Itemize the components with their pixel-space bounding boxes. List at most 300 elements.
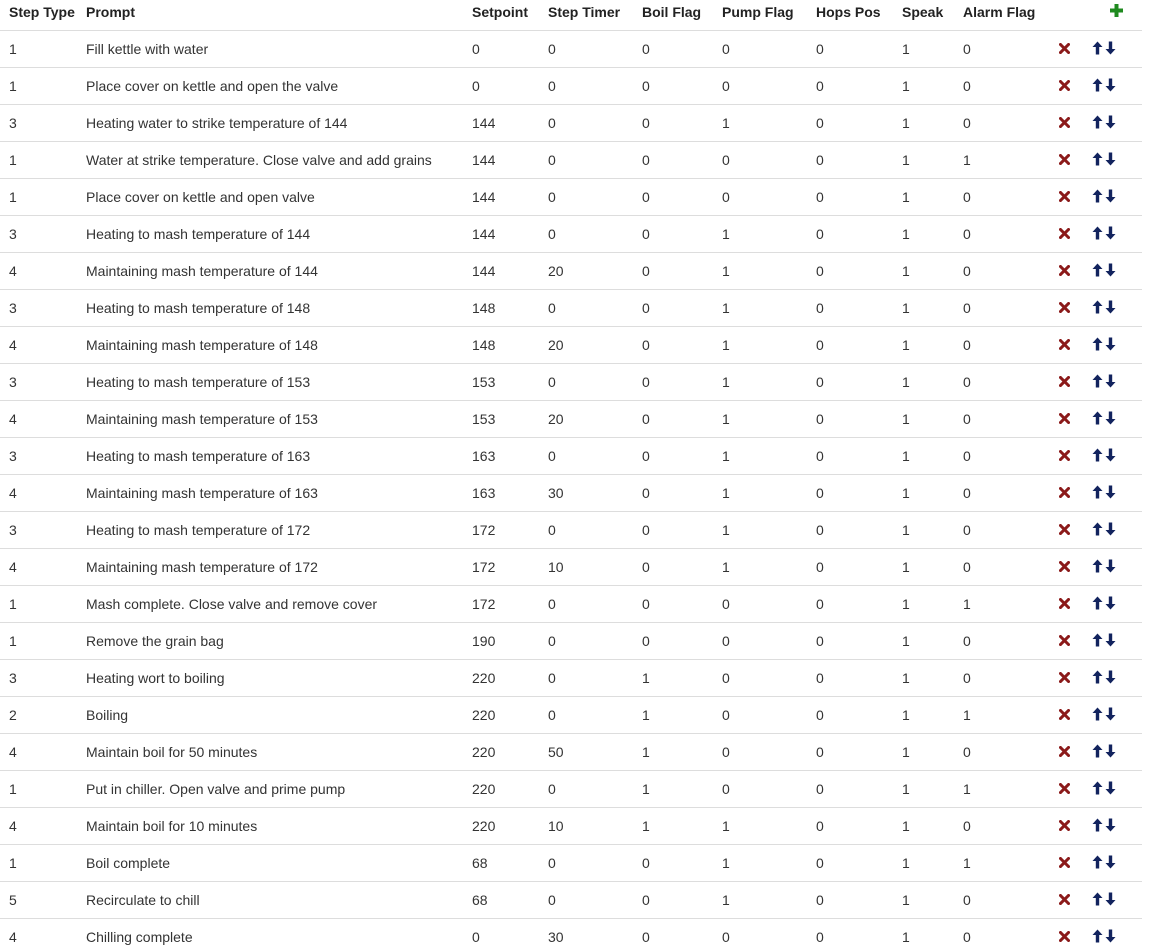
speak-cell: 1 [902,104,963,141]
table-row [0,178,1142,215]
move-cell [1089,807,1142,844]
speak-cell: 1 [902,770,963,807]
table-row [0,289,1142,326]
pump-flag-cell: 1 [722,400,816,437]
step-type-cell: 1 [0,30,86,67]
up-down-arrows-icon[interactable] [1092,337,1116,351]
table-row [0,770,1142,807]
step-type-cell: 4 [0,918,86,948]
step-timer-cell: 30 [548,474,642,511]
step-type-cell: 1 [0,844,86,881]
boil-flag-cell: 0 [642,252,722,289]
boil-flag-cell: 0 [642,511,722,548]
table-row [0,474,1142,511]
step-timer-cell: 0 [548,104,642,141]
speak-cell: 1 [902,252,963,289]
setpoint-cell: 144 [472,104,548,141]
alarm-flag-cell: 0 [963,807,1057,844]
move-cell [1089,733,1142,770]
up-down-arrows-icon[interactable] [1092,596,1116,610]
hops-pos-cell: 0 [816,918,902,948]
boil-flag-cell: 0 [642,289,722,326]
table-row [0,511,1142,548]
hops-pos-cell: 0 [816,215,902,252]
pump-flag-cell: 0 [722,67,816,104]
move-cell [1089,511,1142,548]
header-boil-flag: Boil Flag [642,0,722,30]
step-type-cell: 4 [0,326,86,363]
remove-cell [1057,585,1089,622]
prompt-cell: Heating water to strike temperature of 144 [86,104,472,141]
move-cell [1089,141,1142,178]
pump-flag-cell: 1 [722,326,816,363]
header-step-type: Step Type [0,0,86,30]
remove-icon[interactable] [1059,265,1070,276]
prompt-cell: Heating to mash temperature of 148 [86,289,472,326]
speak-cell: 1 [902,30,963,67]
speak-cell: 1 [902,881,963,918]
hops-pos-cell: 0 [816,363,902,400]
setpoint-cell: 153 [472,400,548,437]
up-down-arrows-icon[interactable] [1092,559,1116,573]
setpoint-cell: 144 [472,252,548,289]
hops-pos-cell: 0 [816,252,902,289]
remove-cell [1057,918,1089,948]
remove-icon[interactable] [1059,746,1070,757]
alarm-flag-cell: 0 [963,289,1057,326]
hops-pos-cell: 0 [816,104,902,141]
boil-flag-cell: 0 [642,141,722,178]
step-timer-cell: 0 [548,844,642,881]
move-cell [1089,104,1142,141]
up-down-arrows-icon[interactable] [1092,448,1116,462]
table-row [0,363,1142,400]
remove-icon[interactable] [1059,228,1070,239]
remove-icon[interactable] [1059,450,1070,461]
speak-cell: 1 [902,844,963,881]
remove-cell [1057,215,1089,252]
hops-pos-cell: 0 [816,474,902,511]
pump-flag-cell: 1 [722,289,816,326]
remove-cell [1057,104,1089,141]
pump-flag-cell: 1 [722,474,816,511]
alarm-flag-cell: 0 [963,215,1057,252]
table-row [0,844,1142,881]
pump-flag-cell: 1 [722,844,816,881]
alarm-flag-cell: 0 [963,252,1057,289]
setpoint-cell: 220 [472,807,548,844]
boil-flag-cell: 1 [642,807,722,844]
remove-icon[interactable] [1059,561,1070,572]
pump-flag-cell: 1 [722,511,816,548]
remove-icon[interactable] [1059,413,1070,424]
step-timer-cell: 20 [548,326,642,363]
remove-icon[interactable] [1059,524,1070,535]
remove-cell [1057,67,1089,104]
speak-cell: 1 [902,918,963,948]
setpoint-cell: 220 [472,696,548,733]
remove-icon[interactable] [1059,376,1070,387]
remove-icon[interactable] [1059,635,1070,646]
step-type-cell: 2 [0,696,86,733]
remove-cell [1057,289,1089,326]
prompt-cell: Mash complete. Close valve and remove cover [86,585,472,622]
pump-flag-cell: 1 [722,548,816,585]
remove-cell [1057,252,1089,289]
setpoint-cell: 163 [472,437,548,474]
step-type-cell: 4 [0,733,86,770]
step-type-cell: 1 [0,622,86,659]
header-setpoint: Setpoint [472,0,548,30]
prompt-cell: Heating to mash temperature of 172 [86,511,472,548]
boil-flag-cell: 0 [642,585,722,622]
up-down-arrows-icon[interactable] [1092,781,1116,795]
header-actions [1089,0,1142,30]
setpoint-cell: 144 [472,215,548,252]
step-type-cell: 3 [0,437,86,474]
prompt-cell: Boiling [86,696,472,733]
remove-icon[interactable] [1059,894,1070,905]
speak-cell: 1 [902,363,963,400]
remove-cell [1057,326,1089,363]
table-row [0,696,1142,733]
table-body [0,30,1142,948]
hops-pos-cell: 0 [816,733,902,770]
alarm-flag-cell: 0 [963,437,1057,474]
pump-flag-cell: 0 [722,141,816,178]
up-down-arrows-icon[interactable] [1092,855,1116,869]
pump-flag-cell: 1 [722,215,816,252]
step-timer-cell: 0 [548,585,642,622]
pump-flag-cell: 1 [722,104,816,141]
move-cell [1089,881,1142,918]
header-speak: Speak [902,0,963,30]
move-cell [1089,215,1142,252]
remove-cell [1057,437,1089,474]
up-down-arrows-icon[interactable] [1092,818,1116,832]
hops-pos-cell: 0 [816,548,902,585]
setpoint-cell: 0 [472,918,548,948]
prompt-cell: Heating to mash temperature of 163 [86,437,472,474]
prompt-cell: Maintaining mash temperature of 144 [86,252,472,289]
step-timer-cell: 0 [548,622,642,659]
remove-icon[interactable] [1059,154,1070,165]
step-timer-cell: 0 [548,770,642,807]
setpoint-cell: 0 [472,30,548,67]
pump-flag-cell: 0 [722,585,816,622]
hops-pos-cell: 0 [816,511,902,548]
speak-cell: 1 [902,215,963,252]
header-alarm-flag: Alarm Flag [963,0,1057,30]
alarm-flag-cell: 0 [963,622,1057,659]
setpoint-cell: 0 [472,67,548,104]
alarm-flag-cell: 1 [963,844,1057,881]
up-down-arrows-icon[interactable] [1092,485,1116,499]
remove-cell [1057,807,1089,844]
up-down-arrows-icon[interactable] [1092,300,1116,314]
up-down-arrows-icon[interactable] [1092,115,1116,129]
pump-flag-cell: 1 [722,252,816,289]
table-row [0,733,1142,770]
step-timer-cell: 0 [548,289,642,326]
alarm-flag-cell: 0 [963,511,1057,548]
remove-icon[interactable] [1059,487,1070,498]
step-timer-cell: 10 [548,807,642,844]
remove-icon[interactable] [1059,857,1070,868]
pump-flag-cell: 0 [722,178,816,215]
step-type-cell: 3 [0,289,86,326]
table-row [0,622,1142,659]
speak-cell: 1 [902,326,963,363]
move-cell [1089,474,1142,511]
step-timer-cell: 0 [548,30,642,67]
boil-flag-cell: 0 [642,178,722,215]
speak-cell: 1 [902,474,963,511]
speak-cell: 1 [902,400,963,437]
boil-flag-cell: 0 [642,215,722,252]
setpoint-cell: 220 [472,733,548,770]
step-timer-cell: 0 [548,659,642,696]
remove-icon[interactable] [1059,672,1070,683]
table-row [0,585,1142,622]
table-row [0,30,1142,67]
table-row [0,548,1142,585]
table-row [0,326,1142,363]
boil-flag-cell: 1 [642,659,722,696]
step-timer-cell: 20 [548,252,642,289]
prompt-cell: Place cover on kettle and open valve [86,178,472,215]
step-type-cell: 4 [0,400,86,437]
hops-pos-cell: 0 [816,807,902,844]
prompt-cell: Remove the grain bag [86,622,472,659]
remove-cell [1057,733,1089,770]
table-row [0,437,1142,474]
move-cell [1089,659,1142,696]
alarm-flag-cell: 0 [963,733,1057,770]
step-timer-cell: 0 [548,178,642,215]
alarm-flag-cell: 1 [963,770,1057,807]
move-cell [1089,585,1142,622]
remove-icon[interactable] [1059,117,1070,128]
up-down-arrows-icon[interactable] [1092,929,1116,943]
prompt-cell: Maintain boil for 50 minutes [86,733,472,770]
speak-cell: 1 [902,585,963,622]
move-cell [1089,400,1142,437]
setpoint-cell: 172 [472,511,548,548]
step-timer-cell: 20 [548,400,642,437]
remove-cell [1057,178,1089,215]
up-down-arrows-icon[interactable] [1092,226,1116,240]
move-cell [1089,437,1142,474]
move-cell [1089,67,1142,104]
step-timer-cell: 0 [548,881,642,918]
speak-cell: 1 [902,178,963,215]
prompt-cell: Maintain boil for 10 minutes [86,807,472,844]
plus-icon[interactable] [1110,4,1123,17]
alarm-flag-cell: 0 [963,104,1057,141]
speak-cell: 1 [902,141,963,178]
boil-flag-cell: 0 [642,363,722,400]
step-timer-cell: 0 [548,363,642,400]
up-down-arrows-icon[interactable] [1092,152,1116,166]
hops-pos-cell: 0 [816,622,902,659]
alarm-flag-cell: 0 [963,548,1057,585]
up-down-arrows-icon[interactable] [1092,78,1116,92]
table-row [0,400,1142,437]
remove-icon[interactable] [1059,931,1070,942]
prompt-cell: Maintaining mash temperature of 163 [86,474,472,511]
remove-icon[interactable] [1059,191,1070,202]
speak-cell: 1 [902,289,963,326]
speak-cell: 1 [902,548,963,585]
pump-flag-cell: 0 [722,622,816,659]
pump-flag-cell: 0 [722,918,816,948]
header-row [0,0,1142,30]
alarm-flag-cell: 0 [963,881,1057,918]
pump-flag-cell: 1 [722,437,816,474]
hops-pos-cell: 0 [816,400,902,437]
step-type-cell: 5 [0,881,86,918]
step-timer-cell: 0 [548,67,642,104]
boil-flag-cell: 0 [642,67,722,104]
setpoint-cell: 190 [472,622,548,659]
remove-icon[interactable] [1059,598,1070,609]
setpoint-cell: 68 [472,881,548,918]
pump-flag-cell: 0 [722,30,816,67]
table-row [0,104,1142,141]
up-down-arrows-icon[interactable] [1092,374,1116,388]
step-timer-cell: 0 [548,215,642,252]
up-down-arrows-icon[interactable] [1092,670,1116,684]
step-timer-cell: 10 [548,548,642,585]
up-down-arrows-icon[interactable] [1092,522,1116,536]
pump-flag-cell: 0 [722,770,816,807]
boil-flag-cell: 0 [642,400,722,437]
remove-cell [1057,770,1089,807]
pump-flag-cell: 0 [722,696,816,733]
header-hops-pos: Hops Pos [816,0,902,30]
move-cell [1089,326,1142,363]
remove-icon[interactable] [1059,820,1070,831]
speak-cell: 1 [902,67,963,104]
boil-flag-cell: 0 [642,918,722,948]
move-cell [1089,622,1142,659]
alarm-flag-cell: 1 [963,141,1057,178]
setpoint-cell: 144 [472,178,548,215]
up-down-arrows-icon[interactable] [1092,189,1116,203]
step-type-cell: 1 [0,770,86,807]
table-row [0,659,1142,696]
table-row [0,141,1142,178]
step-timer-cell: 0 [548,511,642,548]
prompt-cell: Recirculate to chill [86,881,472,918]
prompt-cell: Heating to mash temperature of 144 [86,215,472,252]
pump-flag-cell: 0 [722,659,816,696]
speak-cell: 1 [902,622,963,659]
alarm-flag-cell: 0 [963,178,1057,215]
table-row [0,67,1142,104]
up-down-arrows-icon[interactable] [1092,744,1116,758]
alarm-flag-cell: 0 [963,363,1057,400]
up-down-arrows-icon[interactable] [1092,411,1116,425]
remove-icon[interactable] [1059,783,1070,794]
move-cell [1089,696,1142,733]
alarm-flag-cell: 0 [963,30,1057,67]
hops-pos-cell: 0 [816,881,902,918]
up-down-arrows-icon[interactable] [1092,892,1116,906]
header-remove-col [1057,0,1089,30]
move-cell [1089,844,1142,881]
remove-icon[interactable] [1059,302,1070,313]
remove-cell [1057,844,1089,881]
prompt-cell: Maintaining mash temperature of 148 [86,326,472,363]
prompt-cell: Maintaining mash temperature of 153 [86,400,472,437]
step-type-cell: 1 [0,585,86,622]
boil-flag-cell: 0 [642,30,722,67]
boil-flag-cell: 0 [642,437,722,474]
prompt-cell: Fill kettle with water [86,30,472,67]
setpoint-cell: 153 [472,363,548,400]
remove-cell [1057,696,1089,733]
step-type-cell: 3 [0,104,86,141]
speak-cell: 1 [902,437,963,474]
speak-cell: 1 [902,659,963,696]
up-down-arrows-icon[interactable] [1092,707,1116,721]
move-cell [1089,252,1142,289]
step-timer-cell: 0 [548,696,642,733]
pump-flag-cell: 1 [722,807,816,844]
step-type-cell: 1 [0,141,86,178]
remove-cell [1057,659,1089,696]
remove-icon[interactable] [1059,339,1070,350]
remove-cell [1057,511,1089,548]
remove-cell [1057,363,1089,400]
setpoint-cell: 220 [472,659,548,696]
header-step-timer: Step Timer [548,0,642,30]
remove-cell [1057,141,1089,178]
up-down-arrows-icon[interactable] [1092,41,1116,55]
speak-cell: 1 [902,511,963,548]
speak-cell: 1 [902,696,963,733]
hops-pos-cell: 0 [816,844,902,881]
prompt-cell: Put in chiller. Open valve and prime pump [86,770,472,807]
setpoint-cell: 163 [472,474,548,511]
step-type-cell: 4 [0,548,86,585]
alarm-flag-cell: 0 [963,918,1057,948]
table-row [0,807,1142,844]
hops-pos-cell: 0 [816,67,902,104]
remove-cell [1057,474,1089,511]
move-cell [1089,178,1142,215]
boil-flag-cell: 1 [642,770,722,807]
up-down-arrows-icon[interactable] [1092,263,1116,277]
remove-icon[interactable] [1059,43,1070,54]
remove-icon[interactable] [1059,80,1070,91]
boil-flag-cell: 1 [642,696,722,733]
hops-pos-cell: 0 [816,437,902,474]
alarm-flag-cell: 0 [963,67,1057,104]
step-type-cell: 4 [0,252,86,289]
boil-flag-cell: 0 [642,326,722,363]
table-row [0,881,1142,918]
alarm-flag-cell: 0 [963,326,1057,363]
remove-icon[interactable] [1059,709,1070,720]
boil-flag-cell: 0 [642,622,722,659]
up-down-arrows-icon[interactable] [1092,633,1116,647]
alarm-flag-cell: 0 [963,400,1057,437]
alarm-flag-cell: 0 [963,474,1057,511]
hops-pos-cell: 0 [816,659,902,696]
